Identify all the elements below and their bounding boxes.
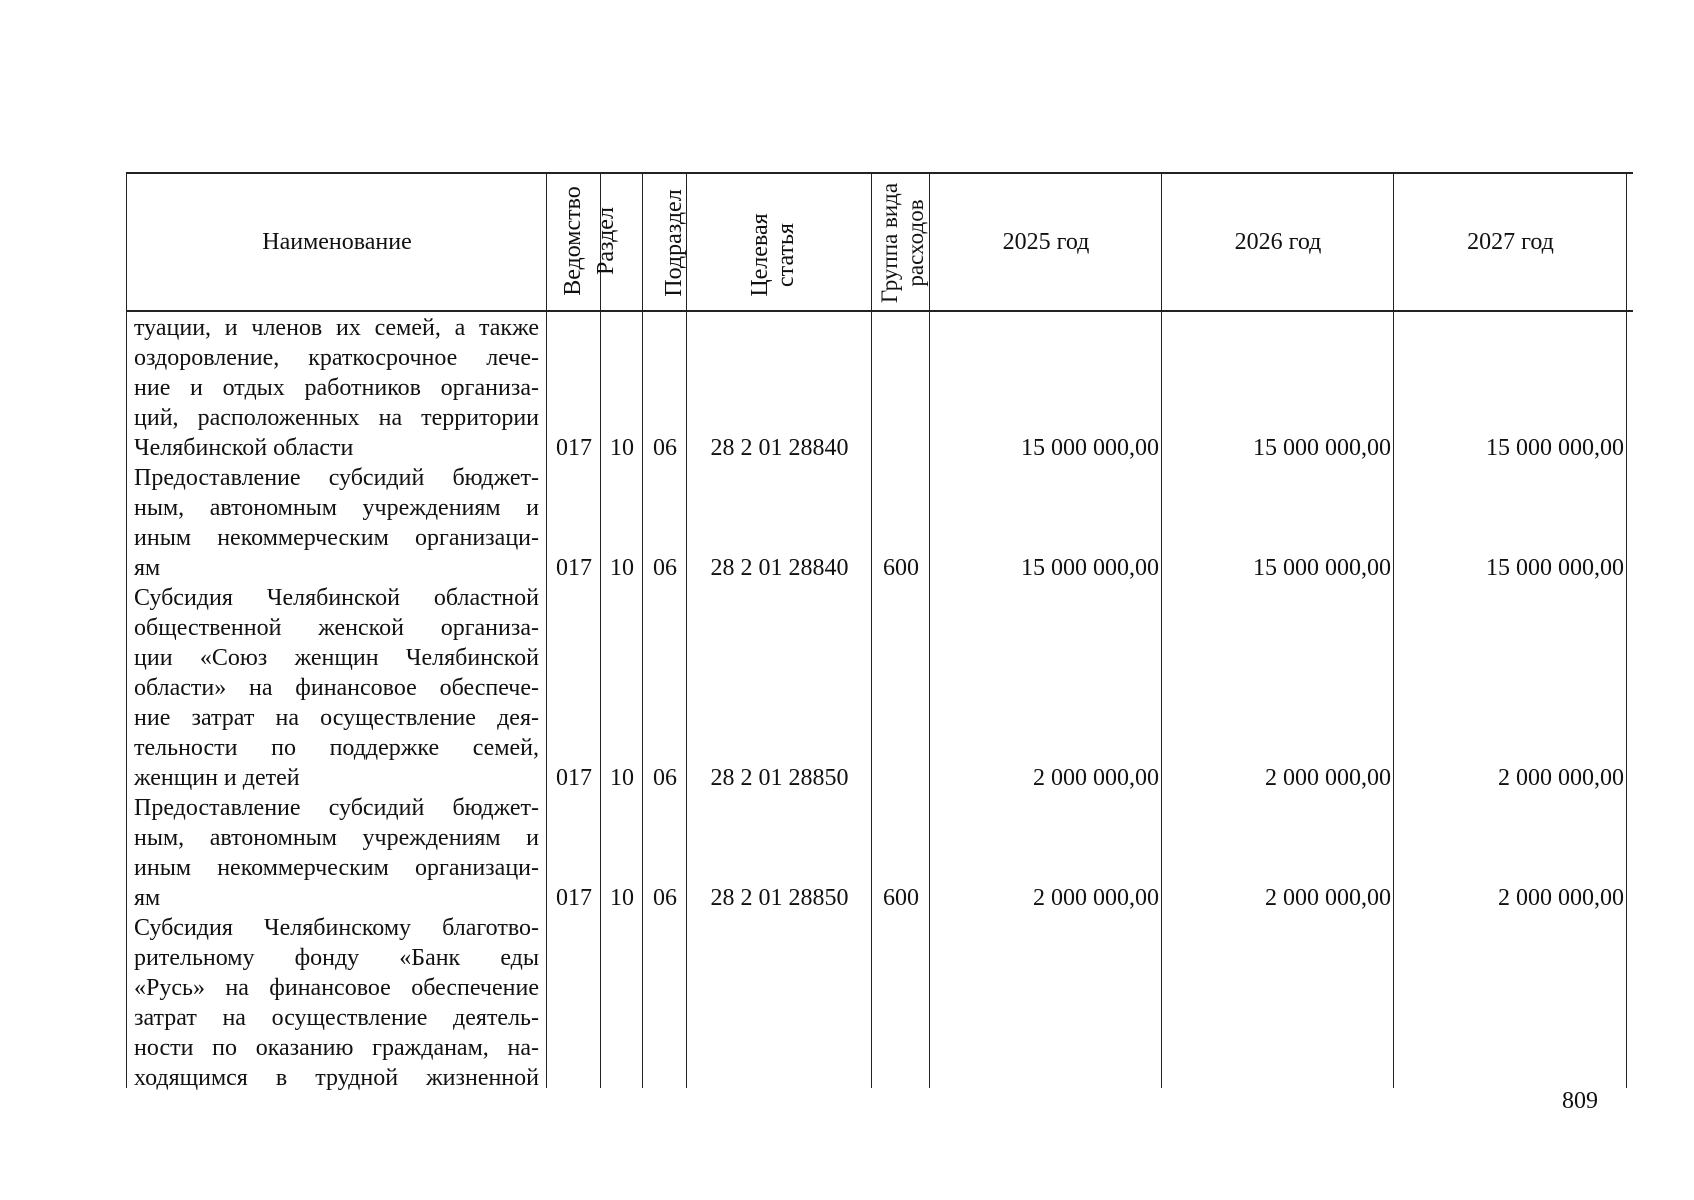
row-4-name-line: ным, автономным учреждениям и: [134, 825, 539, 851]
row-4-name-line: Предоставление субсидий бюджет-: [134, 795, 539, 821]
row-3-section: 10: [610, 765, 634, 791]
row-2-section: 10: [610, 555, 634, 581]
header-expense-group-line1: Группа вида: [877, 182, 902, 304]
row-1-name: [134, 313, 539, 463]
row-2-expense-group: 600: [883, 555, 919, 581]
header-expense-group-line2: расходов: [903, 199, 928, 287]
row-1-2027: 15 000 000,00: [1486, 435, 1624, 461]
row-2-department: 017: [556, 555, 592, 581]
row-4-2026: 2 000 000,00: [1265, 885, 1391, 911]
row-4-expense-group: 600: [883, 885, 919, 911]
row-3-name-line: женщин и детей: [134, 765, 300, 791]
row-1-name-line: оздоровление, краткосрочное лече-: [134, 345, 539, 371]
header-subsection: Подраздел: [661, 189, 687, 297]
row-4-2027: 2 000 000,00: [1498, 885, 1624, 911]
row-4-name: [134, 793, 539, 913]
row-4-2025: 2 000 000,00: [1033, 885, 1159, 911]
header-section: Раздел: [593, 207, 619, 275]
header-target-article-line1: Целевая: [747, 213, 773, 297]
row-2-2027: 15 000 000,00: [1486, 555, 1624, 581]
row-4-name-line: иным некоммерческим организаци-: [134, 855, 539, 881]
row-5-name-line: Субсидия Челябинскому благотво-: [134, 915, 539, 941]
row-3-name-line: ции «Союз женщин Челябинской: [134, 645, 539, 671]
col-border-name: [546, 172, 547, 1088]
row-5-name-line: ности по оказанию гражданам, на-: [134, 1035, 539, 1061]
row-1-name-line: ций, расположенных на территории: [134, 405, 539, 431]
header-name: Наименование: [262, 228, 412, 255]
row-5-name-line: ходящимся в трудной жизненной: [134, 1065, 539, 1091]
row-3-2025: 2 000 000,00: [1033, 765, 1159, 791]
header-department: Ведомство: [560, 186, 586, 296]
row-2-name-line: Предоставление субсидий бюджет-: [134, 465, 539, 491]
col-border-target: [871, 172, 872, 1088]
row-4-name-line: ям: [134, 885, 161, 911]
header-2027: 2027 год: [1467, 228, 1554, 255]
row-3-subsection: 06: [653, 765, 677, 791]
row-1-department: 017: [556, 435, 592, 461]
col-border-section: [642, 172, 643, 1088]
row-3-name-line: тельности по поддержке семей,: [134, 735, 539, 761]
row-2-name-line: ям: [134, 555, 161, 581]
row-2-2025: 15 000 000,00: [1021, 555, 1159, 581]
row-3-2027: 2 000 000,00: [1498, 765, 1624, 791]
row-2-name-line: иным некоммерческим организаци-: [134, 525, 539, 551]
row-1-section: 10: [610, 435, 634, 461]
header-2025: 2025 год: [1002, 228, 1090, 255]
row-5-name-line: затрат на осуществление деятель-: [134, 1005, 539, 1031]
col-border-subsection: [686, 172, 687, 1088]
header-expense-group: [877, 177, 929, 309]
row-4-section: 10: [610, 885, 634, 911]
row-2-name: [134, 463, 539, 583]
row-3-2026: 2 000 000,00: [1265, 765, 1391, 791]
row-4-department: 017: [556, 885, 592, 911]
header-bottom-border: [126, 310, 1633, 312]
row-3-name: [134, 583, 539, 793]
row-3-name-line: Субсидия Челябинской областной: [134, 585, 539, 611]
row-5-name-line: рительному фонду «Банк еды: [134, 945, 539, 971]
row-3-name-line: области» на финансовое обеспече-: [134, 675, 539, 701]
row-4-target-article: 28 2 01 28850: [710, 885, 849, 911]
row-2-name-line: ным, автономным учреждениям и: [134, 495, 539, 521]
row-5-name-line: «Русь» на финансовое обеспечение: [134, 975, 539, 1001]
row-3-target-article: 28 2 01 28850: [710, 765, 849, 791]
col-border-right: [1626, 172, 1627, 1088]
row-3-department: 017: [556, 765, 592, 791]
row-3-name-line: ние затрат на осуществление дея-: [134, 705, 539, 731]
row-1-name-line: Челябинской области: [134, 435, 354, 461]
row-1-2026: 15 000 000,00: [1253, 435, 1391, 461]
row-2-2026: 15 000 000,00: [1253, 555, 1391, 581]
row-1-target-article: 28 2 01 28840: [710, 435, 849, 461]
col-border-department: [600, 172, 601, 1088]
row-2-subsection: 06: [653, 555, 677, 581]
row-1-2025: 15 000 000,00: [1021, 435, 1159, 461]
row-1-name-line: туации, и членов их семей, а также: [134, 315, 539, 341]
page-number: 809: [1562, 1088, 1598, 1114]
header-target-article: [747, 200, 799, 310]
row-2-target-article: 28 2 01 28840: [710, 555, 849, 581]
row-1-subsection: 06: [653, 435, 677, 461]
row-3-name-line: общественной женской организа-: [134, 615, 539, 641]
row-4-subsection: 06: [653, 885, 677, 911]
header-2026: 2026 год: [1234, 228, 1322, 255]
row-1-name-line: ние и отдых работников организа-: [134, 375, 539, 401]
row-5-name: [134, 913, 539, 1093]
header-target-article-line2: статья: [773, 223, 799, 287]
